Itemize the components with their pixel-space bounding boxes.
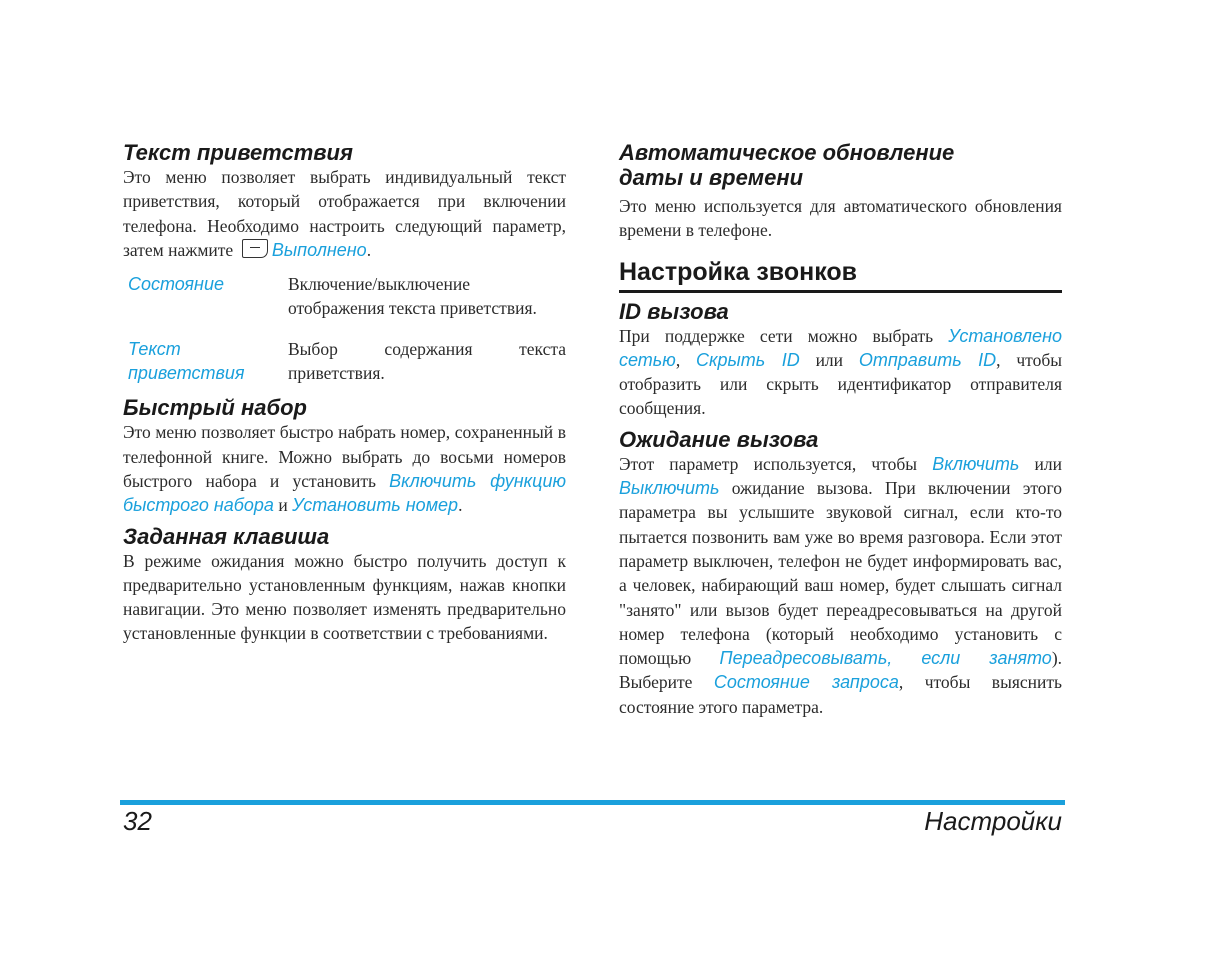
- hotkey-paragraph: В режиме ожидания можно быстро получить доступ к предварительно установленным функциям, нажав кнопки навигации. Это меню позволяет изменять предварительно установленные функции в соответствии с требованиями.: [123, 550, 566, 644]
- left-column: [123, 140, 566, 646]
- query-status-link[interactable]: Состояние запроса: [713, 672, 899, 693]
- speed-dial-heading: Быстрый набор: [123, 395, 307, 421]
- call-waiting-text-2: ожидание вызова. При включении этого параметра вы услышите звуковой сигнал, если кто-то пытается позвонить вам уже во время разговора. Если этот параметр выключен, телефон не будет информировать вас, а человек, набирающий ваш номер, будет слышать сигнал "занято" или вызов будет переадресовываться на другой номер телефона (который необходимо установить с помощью: [619, 478, 1062, 669]
- hotkey-heading: Заданная клавиша: [123, 523, 330, 549]
- auto-update-paragraph: Это меню используется для автоматического обновления времени в телефоне.: [619, 196, 1062, 241]
- call-waiting-or: или: [1034, 453, 1062, 474]
- speed-dial-paragraph: [123, 420, 566, 517]
- call-waiting-text-4: , чтобы выяснить состояние этого параметра.: [619, 672, 1063, 717]
- greeting-options-table: [123, 272, 566, 385]
- network-set-link[interactable]: Установлено сетью: [619, 325, 1062, 370]
- caller-id-comma: ,: [675, 349, 681, 370]
- send-id-link[interactable]: Отправить ID: [858, 349, 997, 370]
- caller-id-paragraph: [619, 324, 1062, 421]
- option-row: [123, 272, 566, 321]
- option-key-greeting-text[interactable]: Текст приветствия: [128, 338, 245, 383]
- footer-rule: [120, 800, 1065, 805]
- greeting-paragraph: [123, 165, 566, 262]
- auto-update-heading-line1: Автоматическое обновление: [619, 140, 955, 165]
- enable-link[interactable]: Включить: [932, 453, 1020, 474]
- forward-if-busy-link[interactable]: Переадресовывать, если занято: [719, 648, 1052, 669]
- caller-id-or: или: [815, 349, 844, 370]
- enable-speed-dial-link[interactable]: Включить функцию быстрого набора: [123, 470, 566, 516]
- auto-update-heading-line2: даты и времени: [619, 165, 804, 190]
- option-key-status[interactable]: Состояние: [128, 274, 224, 295]
- call-waiting-paragraph: [619, 452, 1062, 719]
- softkey-minus-icon: [242, 239, 268, 258]
- set-number-link[interactable]: Установить номер: [292, 495, 459, 516]
- caller-id-text: При поддержке сети можно выбрать: [619, 325, 934, 346]
- page-number: 32: [123, 806, 152, 836]
- call-waiting-heading: Ожидание вызова: [619, 426, 819, 452]
- option-value-greeting-text: Выбор содержания текста приветствия.: [288, 338, 566, 384]
- hide-id-link[interactable]: Скрыть ID: [696, 349, 800, 370]
- call-waiting-text: Этот параметр используется, чтобы: [619, 453, 918, 474]
- speed-dial-end: .: [458, 495, 463, 516]
- call-settings-title: Настройка звонков: [619, 257, 1062, 293]
- speed-dial-and: и: [278, 495, 288, 516]
- right-column: [619, 140, 1062, 719]
- section-title: Настройки: [924, 806, 1062, 836]
- caller-id-heading: ID вызова: [619, 298, 729, 324]
- done-link[interactable]: Выполнено: [271, 239, 367, 260]
- option-value-status: Включение/выключение отображения текста приветствия.: [288, 274, 537, 319]
- option-row: [123, 337, 566, 386]
- disable-link[interactable]: Выключить: [619, 478, 720, 499]
- auto-update-heading: [619, 140, 1062, 190]
- call-waiting-text-3: ). Выберите: [619, 648, 1063, 693]
- caller-id-text-end: , чтобы отобразить или скрыть идентификатор отправителя сообщения.: [619, 349, 1062, 419]
- greeting-end: .: [366, 239, 372, 260]
- greeting-text: Это меню позволяет выбрать индивидуальный текст приветствия, который отображается при включении телефона. Необходимо настроить следующий параметр, затем нажмите: [123, 167, 566, 260]
- greeting-heading: Текст приветствия: [123, 140, 353, 165]
- speed-dial-text: Это меню позволяет быстро набрать номер, сохраненный в телефонной книге. Можно выбрать до восьми номеров быстрого набора и установить: [123, 422, 566, 491]
